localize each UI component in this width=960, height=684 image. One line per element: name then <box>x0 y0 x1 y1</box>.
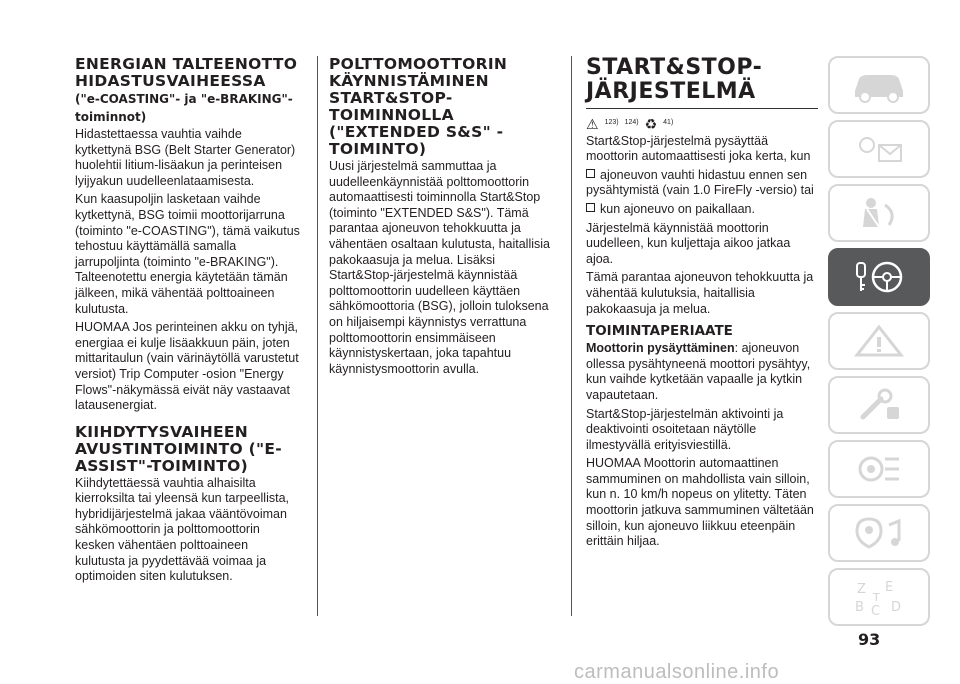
multimedia-icon <box>849 515 909 551</box>
column-divider <box>317 56 318 616</box>
tab-vehicle[interactable] <box>828 56 930 114</box>
svg-text:B: B <box>855 600 864 615</box>
svg-text:Z: Z <box>857 582 866 597</box>
bullet-square-icon <box>586 203 595 212</box>
emergency-triangle-icon <box>849 323 909 359</box>
maintenance-wrench-icon <box>849 387 909 423</box>
tab-technical-data[interactable] <box>828 440 930 498</box>
section-heading-operating-principle: TOIMINTAPERIAATE <box>586 323 733 340</box>
tab-index[interactable] <box>828 568 930 626</box>
warning-lights-envelope-icon <box>849 131 909 167</box>
paragraph: Uusi järjestelmä sammuttaa ja uudelleenkäynnistää polttomoottorin automaattisesti toiminnolla Start&Stop (toiminto "EXTENDED S&S"). Tämä parantaa ajoneuvon tehokkuutta ja vähentäen osaltaan kulutusta, haitallisia pakokaasuja ja melua. Lisäksi Start&Stop-järjestelmä käynnistää polttomoottorin uudelleen käyttäen sähkömoottoria (BSG), jolloin tuloksena on hiljaisempi käynnistys verrattuna polttomoottorin ensimmäiseen käynnistyskertaan, joka tapahtuu käynnistysmoottorin avulla. <box>329 159 550 376</box>
column-2 <box>329 56 555 380</box>
paragraph: Kiihdytettäessä vauhtia alhaisilta kierroksilta tai yleensä kun tarpeellista, hybridijärjestelmä jakaa vääntövoiman sähkömoottorin ja polttomoottorin kesken vähentäen polttoaineen kulutusta ja pyydettävää voimaa ja optimoiden siten kulutuksen. <box>75 475 289 584</box>
key-steering-wheel-icon <box>849 257 909 297</box>
note-paragraph: HUOMAA Moottorin automaattinen sammuminen on mahdollista vain silloin, kun n. 10 km/h nopeus on ylitetty. Täten moottorin jatkuva sammuminen vältetään silloin, kun ajoneuvo liikkuu eteenpäin erittäin hiljaa. <box>586 456 814 549</box>
warning-triangle-icon: ⚠ <box>586 115 599 132</box>
seatbelt-safety-icon <box>849 195 909 231</box>
paragraph: Tämä parantaa ajoneuvon tehokkuutta ja vähentää kulutuksia, haitallisia pakokaasuja ja melua. <box>586 270 814 316</box>
svg-text:C: C <box>871 604 881 617</box>
title-rule <box>586 108 818 109</box>
tab-safety[interactable] <box>828 184 930 242</box>
column-1 <box>75 56 301 588</box>
warning-icons-row: ⚠ 123) 124) ♻ 41) <box>586 115 674 132</box>
tab-maintenance[interactable] <box>828 376 930 434</box>
page-number: 93 <box>858 630 881 649</box>
svg-text:D: D <box>891 600 902 615</box>
section-heading-e-assist: KIIHDYTYSVAIHEEN AVUSTINTOIMINTO ("E-ASSIST"-TOIMINTO) <box>75 422 283 475</box>
bullet-square-icon <box>586 169 595 178</box>
note-paragraph: HUOMAA Jos perinteinen akku on tyhjä, energiaa ei kulje lisäakkuun päin, joten mittaritaulun (vain värinäytöllä varustetut versiot) Trip Computer -osion "Energy Flows"-näkymässä eivät näy vastaavat latausenergiat. <box>75 320 299 413</box>
chapter-title: START&STOP-JÄRJESTELMÄ <box>586 55 763 104</box>
tab-dashboard[interactable] <box>828 120 930 178</box>
heading-subtitle: ("e-COASTING"- ja "e-BRAKING"-toiminnot) <box>75 92 293 124</box>
paragraph: Start&Stop-järjestelmä pysäyttää moottorin automaattisesti joka kerta, kun <box>586 133 811 164</box>
svg-text:T: T <box>873 591 880 604</box>
paragraph: Hidastettaessa vauhtia vaihde kytkettynä BSG (Belt Starter Generator) huolehtii litium-lisäakun ja perinteisen lyijyakun uudelleenlataamisesta. <box>75 127 296 188</box>
paragraph: Start&Stop-järjestelmän aktivointi ja deaktivointi osoitetaan näytölle ilmestyvällä erityisviestillä. <box>586 406 784 452</box>
column-divider <box>571 56 572 616</box>
section-heading-energy-recovery <box>75 56 301 126</box>
paragraph: Moottorin pysäyttäminen: ajoneuvon ollessa pysähtyneenä moottori pysähtyy, kun vaihde kytketään vapaalle ja kytkin vapautetaan. <box>586 341 811 402</box>
car-icon <box>849 67 909 103</box>
environment-icon: ♻ <box>644 115 658 132</box>
bullet-item: ajoneuvon vauhti hidastuu ennen sen pysähtymistä (vain 1.0 FireFly -versio) tai <box>586 167 814 198</box>
alphabetical-index-icon <box>849 577 909 617</box>
tab-multimedia[interactable] <box>828 504 930 562</box>
svg-text:E: E <box>885 580 894 595</box>
section-heading-engine-start: POLTTOMOOTTORIN KÄYNNISTÄMINEN START&STOP-TOIMINNOLLA ("EXTENDED S&S" -TOIMINTO) <box>329 55 508 158</box>
watermark: carmanualsonline.info <box>574 661 780 683</box>
column-3 <box>586 56 818 553</box>
tab-starting-driving[interactable] <box>828 248 930 306</box>
paragraph: Järjestelmä käynnistää moottorin uudelleen, kun kuljettaja aikoo jatkaa ajoa. <box>586 220 791 266</box>
chapter-tabs <box>828 56 934 632</box>
technical-data-icon <box>849 451 909 487</box>
heading-text: ENERGIAN TALTEENOTTO HIDASTUSVAIHEESSA <box>75 55 298 90</box>
bullet-item: kun ajoneuvo on paikallaan. <box>586 202 818 218</box>
paragraph: Kun kaasupoljin lasketaan vaihde kytkettynä, BSG toimii moottorijarruna (toiminto "e-COASTING"), tämä vaikutus tehostuu käyttämällä samalla jarrupoljinta (toiminto "e-BRAKING"). Talteenotettu energia käytetään tämän jälkeen, mikä vähentää polttoaineen kulutusta. <box>75 192 300 316</box>
tab-emergency[interactable] <box>828 312 930 370</box>
